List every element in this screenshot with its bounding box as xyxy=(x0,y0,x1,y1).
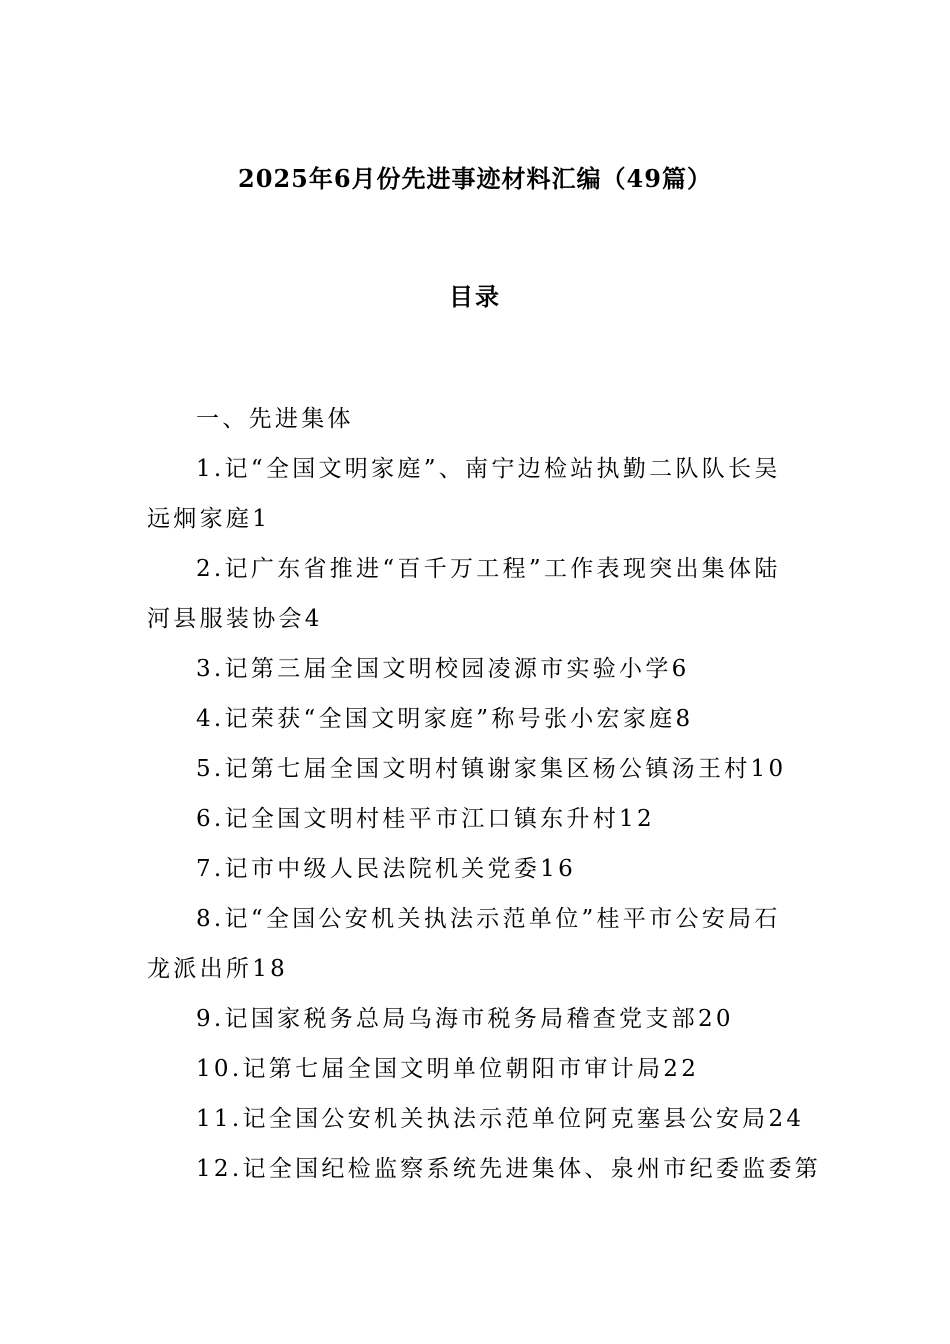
toc-entry: 7.记市中级人民法院机关党委16 xyxy=(196,856,577,882)
toc-entry: 2.记广东省推进“百千万工程”工作表现突出集体陆 xyxy=(196,556,781,582)
toc-entry: 11.记全国公安机关执法示范单位阿克塞县公安局24 xyxy=(196,1106,805,1132)
toc-entry: 6.记全国文明村桂平市江口镇东升村12 xyxy=(196,806,655,832)
toc-entry: 10.记第七届全国文明单位朝阳市审计局22 xyxy=(196,1056,700,1082)
toc-entry: 8.记“全国公安机关执法示范单位”桂平市公安局石 xyxy=(196,906,781,932)
toc-entry: 1.记“全国文明家庭”、南宁边检站执勤二队队长吴 xyxy=(196,456,781,482)
toc-entry: 12.记全国纪检监察系统先进集体、泉州市纪委监委第 xyxy=(196,1156,822,1182)
toc-entry-continuation: 龙派出所18 xyxy=(147,956,289,982)
toc-entry: 5.记第七届全国文明村镇谢家集区杨公镇汤王村10 xyxy=(196,756,787,782)
toc-entry-continuation: 河县服装协会4 xyxy=(147,606,323,632)
section-label: 一、先进集体 xyxy=(196,406,354,432)
toc-entry-continuation: 远炯家庭1 xyxy=(147,506,271,532)
toc-entry: 4.记荣获“全国文明家庭”称号张小宏家庭8 xyxy=(196,706,694,732)
toc-heading: 目录 xyxy=(449,282,501,311)
toc-entry: 3.记第三届全国文明校园凌源市实验小学6 xyxy=(196,656,690,682)
table-of-contents xyxy=(147,394,822,1194)
toc-entry: 9.记国家税务总局乌海市税务局稽查党支部20 xyxy=(196,1006,734,1032)
document-title: 2025年6月份先进事迹材料汇编（49篇） xyxy=(238,164,712,193)
